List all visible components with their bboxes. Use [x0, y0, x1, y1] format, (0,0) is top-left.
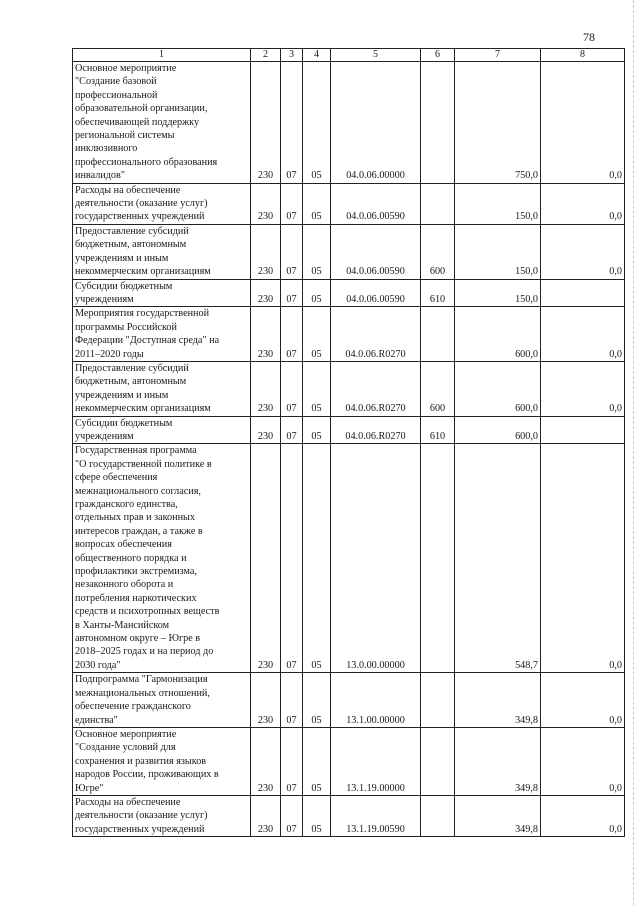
table-cell-col2: 230 [251, 183, 281, 224]
table-cell-col2: 230 [251, 224, 281, 279]
table-cell-col8: 0,0 [541, 444, 625, 673]
table-cell-col8 [541, 416, 625, 444]
table-cell-col3: 07 [281, 444, 303, 673]
table-cell-col7: 150,0 [455, 279, 541, 307]
table-cell-col5: 13.1.19.00000 [331, 727, 421, 795]
table-cell-col2: 230 [251, 727, 281, 795]
table-cell-col7: 548,7 [455, 444, 541, 673]
budget-table [72, 48, 625, 837]
table-cell-col8: 0,0 [541, 727, 625, 795]
table-cell-name: Предоставление субсидий бюджетным, автономным учреждениям и иным некоммерческим организациям [73, 224, 251, 279]
table-cell-col7: 349,8 [455, 727, 541, 795]
table-row [73, 183, 625, 224]
table-cell-col3: 07 [281, 307, 303, 362]
table-row [73, 727, 625, 795]
table-cell-col4: 05 [303, 795, 331, 836]
table-cell-col2: 230 [251, 361, 281, 416]
table-cell-name: Расходы на обеспечение деятельности (оказание услуг) государственных учреждений [73, 795, 251, 836]
table-cell-col3: 07 [281, 673, 303, 728]
table-cell-col7: 600,0 [455, 361, 541, 416]
table-cell-col2: 230 [251, 279, 281, 307]
column-header: 7 [455, 49, 541, 62]
table-cell-col4: 05 [303, 673, 331, 728]
scan-edge-line [632, 0, 634, 905]
table-cell-col3: 07 [281, 224, 303, 279]
table-cell-col7: 750,0 [455, 62, 541, 184]
table-cell-col5: 04.0.06.00590 [331, 224, 421, 279]
table-row [73, 795, 625, 836]
table-cell-col5: 04.0.06.R0270 [331, 307, 421, 362]
column-header: 2 [251, 49, 281, 62]
table-cell-col4: 05 [303, 727, 331, 795]
table-cell-name: Субсидии бюджетным учреждениям [73, 416, 251, 444]
table-row [73, 673, 625, 728]
table-row [73, 62, 625, 184]
table-cell-col3: 07 [281, 727, 303, 795]
table-cell-col8: 0,0 [541, 224, 625, 279]
table-row [73, 416, 625, 444]
table-cell-col4: 05 [303, 279, 331, 307]
table-header-row [73, 49, 625, 62]
table-cell-col8: 0,0 [541, 307, 625, 362]
column-header: 6 [421, 49, 455, 62]
table-cell-col3: 07 [281, 183, 303, 224]
table-cell-name: Подпрограмма "Гармонизация межнациональных отношений, обеспечение гражданского единства" [73, 673, 251, 728]
table-cell-col2: 230 [251, 795, 281, 836]
column-header: 8 [541, 49, 625, 62]
table-cell-name: Мероприятия государственной программы Российской Федерации "Доступная среда" на 2011–2020 годы [73, 307, 251, 362]
table-cell-col8: 0,0 [541, 183, 625, 224]
table-cell-col4: 05 [303, 444, 331, 673]
table-cell-col5: 13.0.00.00000 [331, 444, 421, 673]
table-cell-col3: 07 [281, 361, 303, 416]
table-cell-name: Предоставление субсидий бюджетным, автономным учреждениям и иным некоммерческим организациям [73, 361, 251, 416]
table-cell-col8: 0,0 [541, 673, 625, 728]
table-row [73, 279, 625, 307]
table-cell-col2: 230 [251, 673, 281, 728]
table-cell-col6 [421, 727, 455, 795]
table-cell-col4: 05 [303, 183, 331, 224]
table-row [73, 224, 625, 279]
table-cell-col6: 610 [421, 279, 455, 307]
table-cell-col6 [421, 183, 455, 224]
column-header: 5 [331, 49, 421, 62]
table-cell-name: Основное мероприятие "Создание базовой профессиональной образовательной организации, обеспечивающей поддержку региональной системы инклюзивного профессионального образования инвалидов" [73, 62, 251, 184]
table-cell-col2: 230 [251, 444, 281, 673]
table-cell-col6: 600 [421, 361, 455, 416]
table-cell-col6 [421, 62, 455, 184]
table-row [73, 361, 625, 416]
table-body [73, 49, 625, 837]
table-cell-col2: 230 [251, 62, 281, 184]
table-cell-col3: 07 [281, 62, 303, 184]
table-cell-col4: 05 [303, 62, 331, 184]
table-cell-col5: 04.0.06.00590 [331, 279, 421, 307]
table-cell-name: Расходы на обеспечение деятельности (оказание услуг) государственных учреждений [73, 183, 251, 224]
table-cell-name: Основное мероприятие "Создание условий для сохранения и развития языков народов России, проживающих в Югре" [73, 727, 251, 795]
table-cell-col5: 13.1.00.00000 [331, 673, 421, 728]
table-cell-col7: 600,0 [455, 416, 541, 444]
table-cell-col5: 04.0.06.R0270 [331, 361, 421, 416]
table-cell-col6 [421, 795, 455, 836]
table-cell-col4: 05 [303, 361, 331, 416]
table-row [73, 307, 625, 362]
table-cell-col8 [541, 279, 625, 307]
table-cell-col5: 13.1.19.00590 [331, 795, 421, 836]
table-cell-name: Субсидии бюджетным учреждениям [73, 279, 251, 307]
table-cell-col2: 230 [251, 307, 281, 362]
table-cell-col6 [421, 673, 455, 728]
table-cell-col6 [421, 444, 455, 673]
column-header: 3 [281, 49, 303, 62]
table-cell-name: Государственная программа "О государственной политике в сфере обеспечения межнационального согласия, гражданского единства, отдельных прав и законных интересов граждан, а также в вопросах обеспечения общественного порядка и профилактики экстремизма, незаконного оборота и потребления наркотических средств и психотропных веществ в Ханты-Мансийском автономном округе – Югре в 2018–2025 годах и на период до 2030 года" [73, 444, 251, 673]
table-cell-col4: 05 [303, 307, 331, 362]
table-cell-col3: 07 [281, 279, 303, 307]
table-cell-col3: 07 [281, 416, 303, 444]
table-cell-col2: 230 [251, 416, 281, 444]
table-cell-col7: 600,0 [455, 307, 541, 362]
table-cell-col7: 349,8 [455, 673, 541, 728]
table-cell-col8: 0,0 [541, 361, 625, 416]
table-cell-col8: 0,0 [541, 62, 625, 184]
table-cell-col5: 04.0.06.00590 [331, 183, 421, 224]
table-cell-col5: 04.0.06.R0270 [331, 416, 421, 444]
table-cell-col4: 05 [303, 416, 331, 444]
table-cell-col8: 0,0 [541, 795, 625, 836]
table-row [73, 444, 625, 673]
table-cell-col4: 05 [303, 224, 331, 279]
table-cell-col5: 04.0.06.00000 [331, 62, 421, 184]
table-cell-col6: 600 [421, 224, 455, 279]
table-cell-col7: 150,0 [455, 224, 541, 279]
column-header: 1 [73, 49, 251, 62]
column-header: 4 [303, 49, 331, 62]
table-cell-col7: 349,8 [455, 795, 541, 836]
table-cell-col6 [421, 307, 455, 362]
page-number: 78 [583, 30, 595, 44]
table-cell-col7: 150,0 [455, 183, 541, 224]
table-cell-col6: 610 [421, 416, 455, 444]
table-cell-col3: 07 [281, 795, 303, 836]
